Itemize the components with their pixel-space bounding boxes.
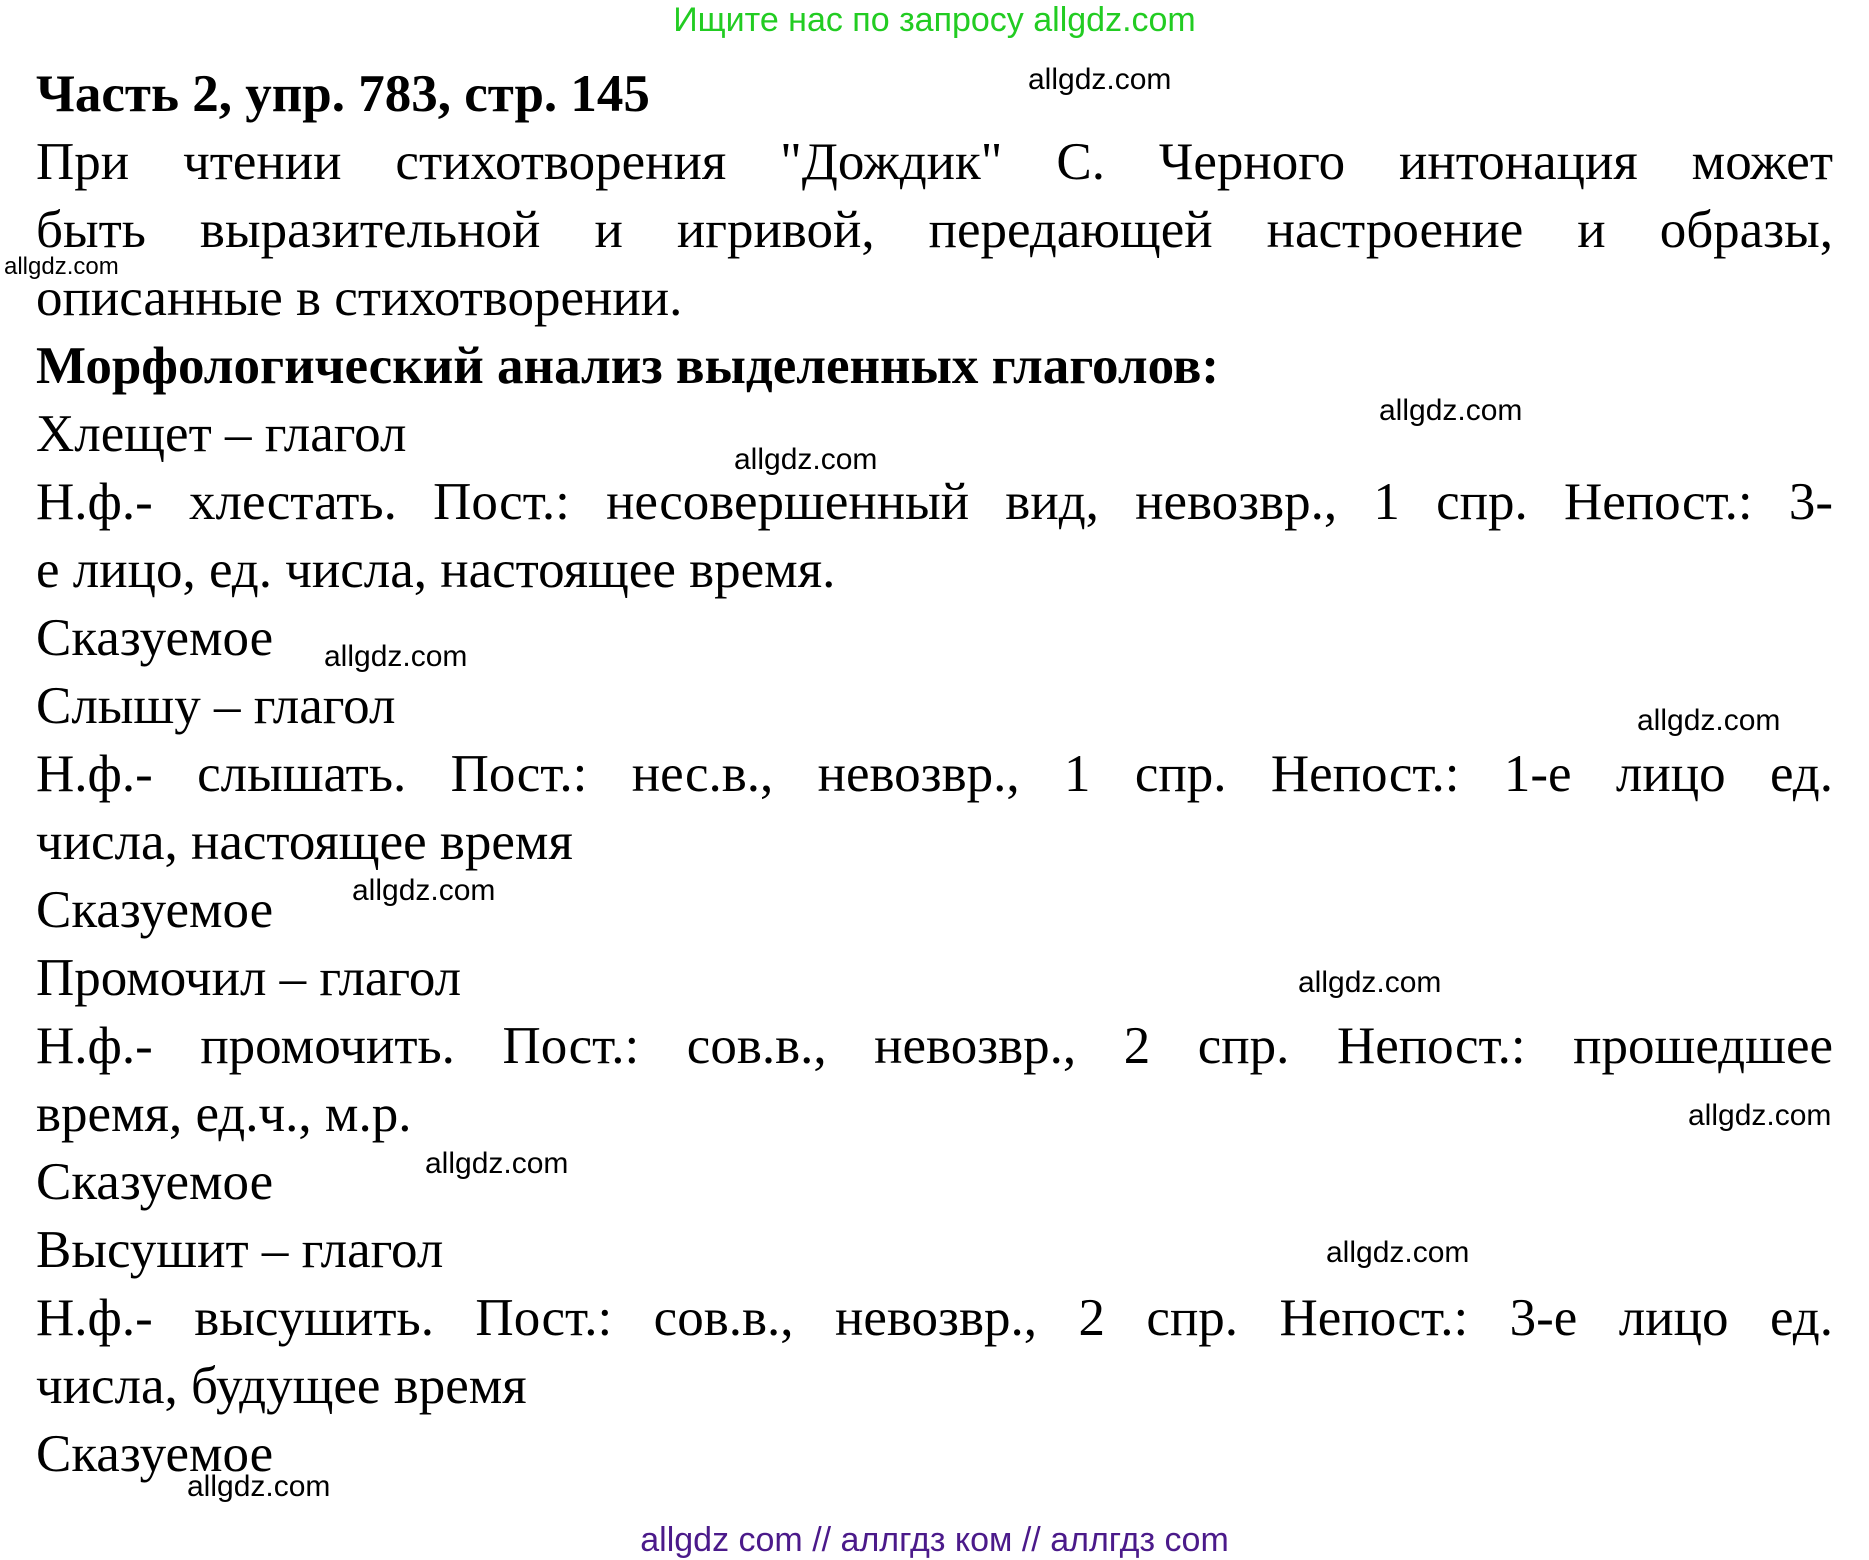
watermark: allgdz.com: [187, 1470, 331, 1503]
watermark: allgdz.com: [1298, 966, 1442, 999]
verb-analysis-line: Н.ф.- слышать. Пост.: нес.в., невозвр., 1 спр. Непост.: 1-е лицо ед.: [36, 745, 1833, 803]
watermark: allgdz.com: [425, 1147, 569, 1180]
watermark: allgdz.com: [352, 874, 496, 907]
verb-role: Сказуемое: [36, 1153, 274, 1211]
document-body: [36, 60, 1833, 1488]
watermark: allgdz.com: [734, 443, 878, 476]
watermark: allgdz.com: [1637, 704, 1781, 737]
analysis-heading: Морфологический анализ выделенных глаголов:: [36, 337, 1220, 395]
search-banner: Ищите нас по запросу allgdz.com: [673, 1, 1196, 39]
watermark: allgdz.com: [4, 253, 119, 280]
watermark: allgdz.com: [1028, 63, 1172, 96]
verb-analysis-line: Н.ф.- промочить. Пост.: сов.в., невозвр., 2 спр. Непост.: прошедшее: [36, 1017, 1833, 1075]
verb-analysis-line: числа, будущее время: [36, 1357, 527, 1415]
watermark: allgdz.com: [1326, 1236, 1470, 1269]
footer-links: allgdz com // аллгдз ком // аллгдз com: [640, 1521, 1229, 1559]
verb-role: Сказуемое: [36, 881, 274, 939]
verb-role: Сказуемое: [36, 1425, 274, 1483]
intro-line: описанные в стихотворении.: [36, 269, 683, 327]
verb-heading: Высушит – глагол: [36, 1221, 444, 1279]
intro-line: При чтении стихотворения "Дождик" С. Черного интонация может: [36, 133, 1833, 191]
verb-analysis-line: Н.ф.- высушить. Пост.: сов.в., невозвр., 2 спр. Непост.: 3-е лицо ед.: [36, 1289, 1833, 1347]
verb-analysis-line: Н.ф.- хлестать. Пост.: несовершенный вид, невозвр., 1 спр. Непост.: 3-: [36, 473, 1833, 531]
intro-line: быть выразительной и игривой, передающей настроение и образы,: [36, 201, 1833, 259]
verb-analysis-line: е лицо, ед. числа, настоящее время.: [36, 541, 836, 599]
verb-role: Сказуемое: [36, 609, 274, 667]
watermark: allgdz.com: [1688, 1099, 1832, 1132]
verb-heading: Промочил – глагол: [36, 949, 462, 1007]
verb-analysis-line: время, ед.ч., м.р.: [36, 1085, 412, 1143]
verb-heading: Хлещет – глагол: [36, 405, 407, 463]
watermark: allgdz.com: [324, 640, 468, 673]
page-title: Часть 2, упр. 783, стр. 145: [36, 65, 650, 123]
verb-analysis-line: числа, настоящее время: [36, 813, 573, 871]
watermark: allgdz.com: [1379, 394, 1523, 427]
verb-heading: Слышу – глагол: [36, 677, 396, 735]
